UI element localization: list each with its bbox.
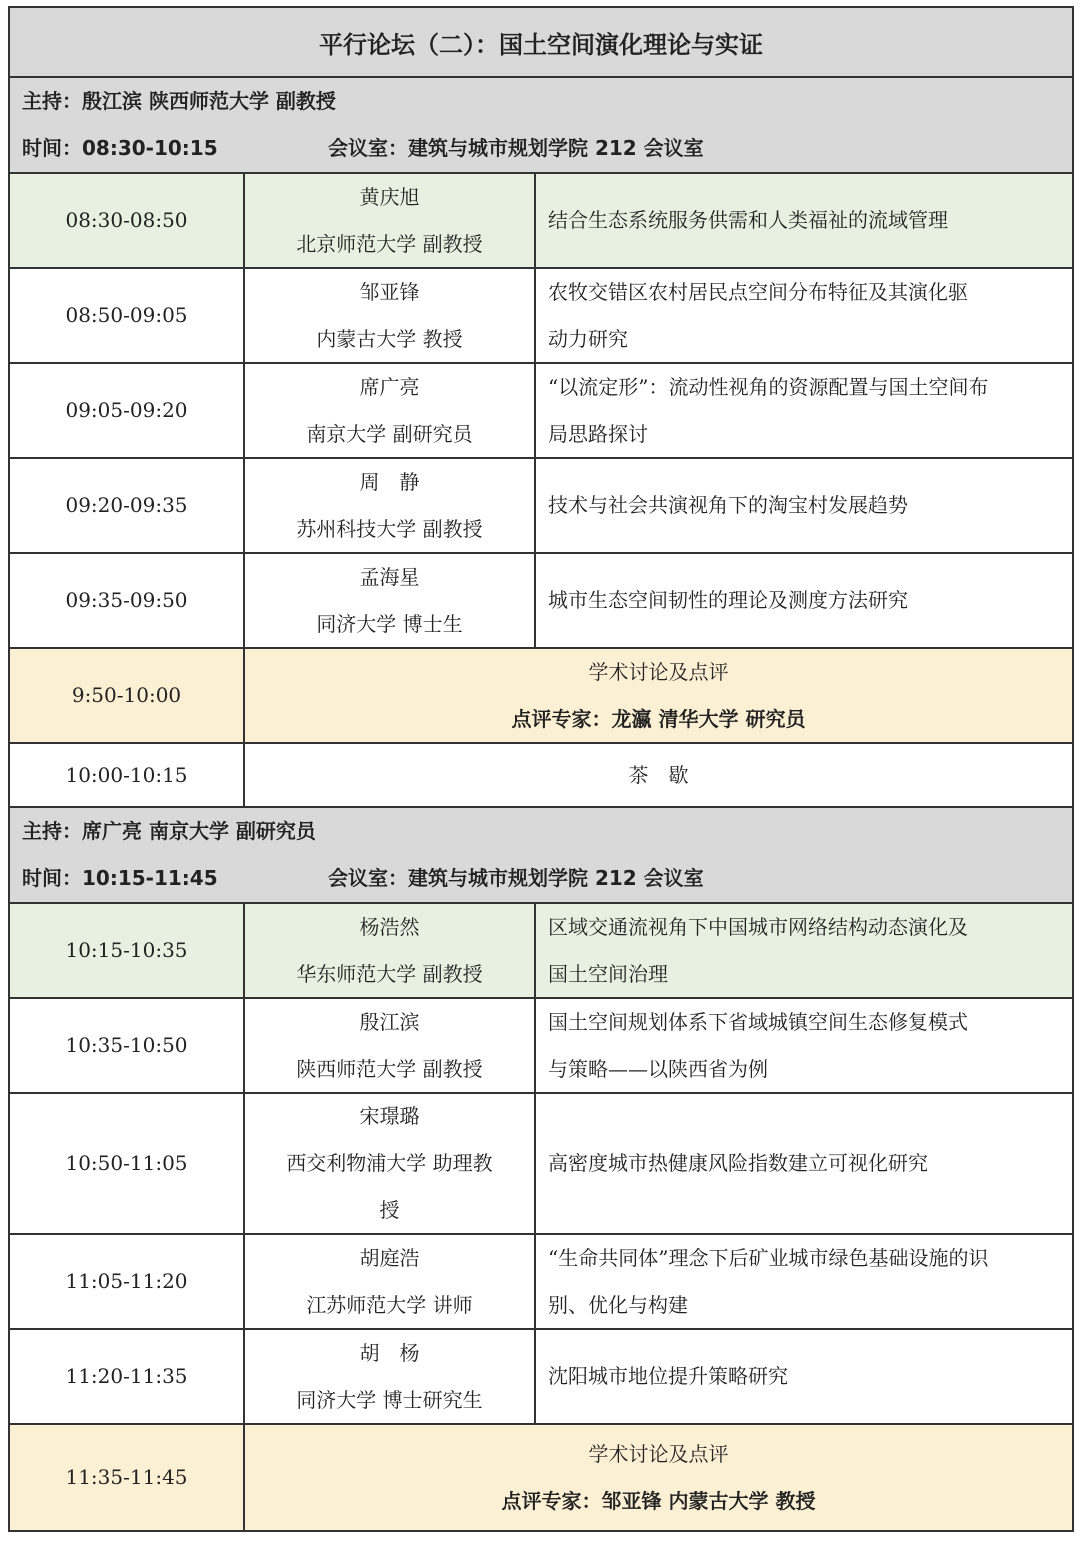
session-2-host: 主持：席广亮 南京大学 副研究员: [22, 819, 316, 843]
topic-line: 技术与社会共演视角下的淘宝村发展趋势: [548, 493, 908, 517]
speaker-name: 孟海星: [359, 564, 420, 589]
speaker: [245, 174, 536, 267]
speaker: [245, 1094, 536, 1233]
speaker-name: 黄庆旭: [359, 184, 420, 209]
speaker-affiliation: 华东师范大学 副教授: [296, 961, 483, 986]
discussion-row: [8, 649, 1074, 744]
topic-line: “生命共同体”理念下后矿业城市绿色基础设施的识: [548, 1245, 989, 1270]
discussion-label: 学术讨论及点评: [588, 1441, 729, 1466]
discussion-time: 11:35-11:45: [10, 1425, 245, 1530]
topic-line: 结合生态系统服务供需和人类福祉的流域管理: [548, 208, 948, 232]
speaker-affiliation: 江苏师范大学 讲师: [306, 1292, 473, 1317]
break-label: 茶 歇: [628, 762, 689, 787]
discussion-label: 学术讨论及点评: [588, 659, 729, 684]
topic-line: 与策略——以陕西省为例: [548, 1056, 768, 1081]
talk-topic: [536, 1235, 1072, 1328]
session-1-header: [8, 78, 1074, 174]
talk-topic: [536, 269, 1072, 362]
talk-topic: [536, 174, 1072, 267]
topic-line: “以流定形”：流动性视角的资源配置与国土空间布: [548, 374, 989, 399]
speaker: [245, 554, 536, 647]
speaker-name: 殷江滨: [359, 1009, 420, 1034]
session-1-host: 主持：殷江滨 陕西师范大学 副教授: [22, 89, 336, 113]
topic-line: 局思路探讨: [548, 421, 648, 446]
discussion-expert: 点评专家：龙瀛 清华大学 研究员: [511, 706, 806, 731]
session-2-header: [8, 808, 1074, 904]
topic-line: 区域交通流视角下中国城市网络结构动态演化及: [548, 914, 968, 939]
session-2-time-room: [10, 855, 1072, 902]
break-time: 10:00-10:15: [10, 744, 245, 806]
topic-line: 农牧交错区农村居民点空间分布特征及其演化驱: [548, 279, 968, 304]
session-1-room: 会议室：建筑与城市规划学院 212 会议室: [328, 136, 704, 160]
talk-time: 09:35-09:50: [10, 554, 245, 647]
talk-time: 10:35-10:50: [10, 999, 245, 1092]
speaker: [245, 459, 536, 552]
table-row: [8, 1330, 1074, 1425]
speaker-name: 杨浩然: [359, 914, 420, 939]
table-row: [8, 1235, 1074, 1330]
discussion-time: 9:50-10:00: [10, 649, 245, 742]
talk-topic: [536, 904, 1072, 997]
speaker-affiliation: 内蒙古大学 教授: [316, 326, 463, 351]
table-row: [8, 364, 1074, 459]
speaker-name: 宋璟璐: [359, 1104, 420, 1128]
discussion-expert: 点评专家：邹亚锋 内蒙古大学 教授: [501, 1488, 816, 1513]
topic-line: 高密度城市热健康风险指数建立可视化研究: [548, 1151, 928, 1175]
session-2-time: 时间：10:15-11:45: [22, 866, 218, 890]
topic-line: 沈阳城市地位提升策略研究: [548, 1364, 788, 1388]
speaker-name: 邹亚锋: [359, 279, 420, 304]
speaker: [245, 1235, 536, 1328]
speaker: [245, 269, 536, 362]
speaker-affiliation: 同济大学 博士生: [316, 611, 463, 636]
speaker-affiliation: 陕西师范大学 副教授: [296, 1056, 483, 1081]
topic-line: 城市生态空间韧性的理论及测度方法研究: [548, 588, 908, 612]
table-row: [8, 269, 1074, 364]
topic-line: 动力研究: [548, 326, 628, 351]
talk-time: 11:05-11:20: [10, 1235, 245, 1328]
session-1-time: 时间：08:30-10:15: [22, 136, 218, 160]
session-1-time-room: [10, 125, 1072, 172]
schedule-table: [8, 6, 1074, 1532]
talk-time: 09:20-09:35: [10, 459, 245, 552]
talk-time: 11:20-11:35: [10, 1330, 245, 1423]
table-row: [8, 554, 1074, 649]
speaker-affiliation: 同济大学 博士研究生: [296, 1387, 483, 1412]
talk-topic: [536, 1094, 1072, 1233]
speaker-affiliation: 苏州科技大学 副教授: [296, 516, 483, 541]
discussion-content: [245, 1425, 1072, 1530]
talk-time: 09:05-09:20: [10, 364, 245, 457]
table-row: [8, 904, 1074, 999]
table-row: [8, 1094, 1074, 1235]
break-row: [8, 744, 1074, 808]
speaker: [245, 999, 536, 1092]
speaker: [245, 904, 536, 997]
speaker-name: 周 静: [359, 469, 420, 494]
talk-time: 10:50-11:05: [10, 1094, 245, 1233]
discussion-content: [245, 649, 1072, 742]
page-title: 平行论坛（二）：国土空间演化理论与实证: [8, 6, 1074, 78]
talk-topic: [536, 999, 1072, 1092]
speaker-name: 胡 杨: [359, 1340, 420, 1365]
talk-topic: [536, 459, 1072, 552]
speaker-affiliation: 西交利物浦大学 助理教: [286, 1151, 493, 1175]
talk-time: 08:50-09:05: [10, 269, 245, 362]
speaker-name: 胡庭浩: [359, 1245, 420, 1270]
speaker: [245, 364, 536, 457]
table-row: [8, 459, 1074, 554]
speaker-name: 席广亮: [359, 374, 420, 399]
table-row: [8, 999, 1074, 1094]
speaker: [245, 1330, 536, 1423]
talk-time: 08:30-08:50: [10, 174, 245, 267]
session-2-room: 会议室：建筑与城市规划学院 212 会议室: [328, 866, 704, 890]
topic-line: 国土空间治理: [548, 961, 668, 986]
speaker-affiliation: 南京大学 副研究员: [306, 421, 473, 446]
speaker-affiliation: 北京师范大学 副教授: [296, 231, 483, 256]
talk-topic: [536, 1330, 1072, 1423]
talk-topic: [536, 364, 1072, 457]
talk-topic: [536, 554, 1072, 647]
discussion-row: [8, 1425, 1074, 1532]
table-row: [8, 174, 1074, 269]
topic-line: 别、优化与构建: [548, 1292, 688, 1317]
talk-time: 10:15-10:35: [10, 904, 245, 997]
topic-line: 国土空间规划体系下省域城镇空间生态修复模式: [548, 1009, 968, 1034]
speaker-affiliation-cont: 授: [379, 1198, 400, 1222]
